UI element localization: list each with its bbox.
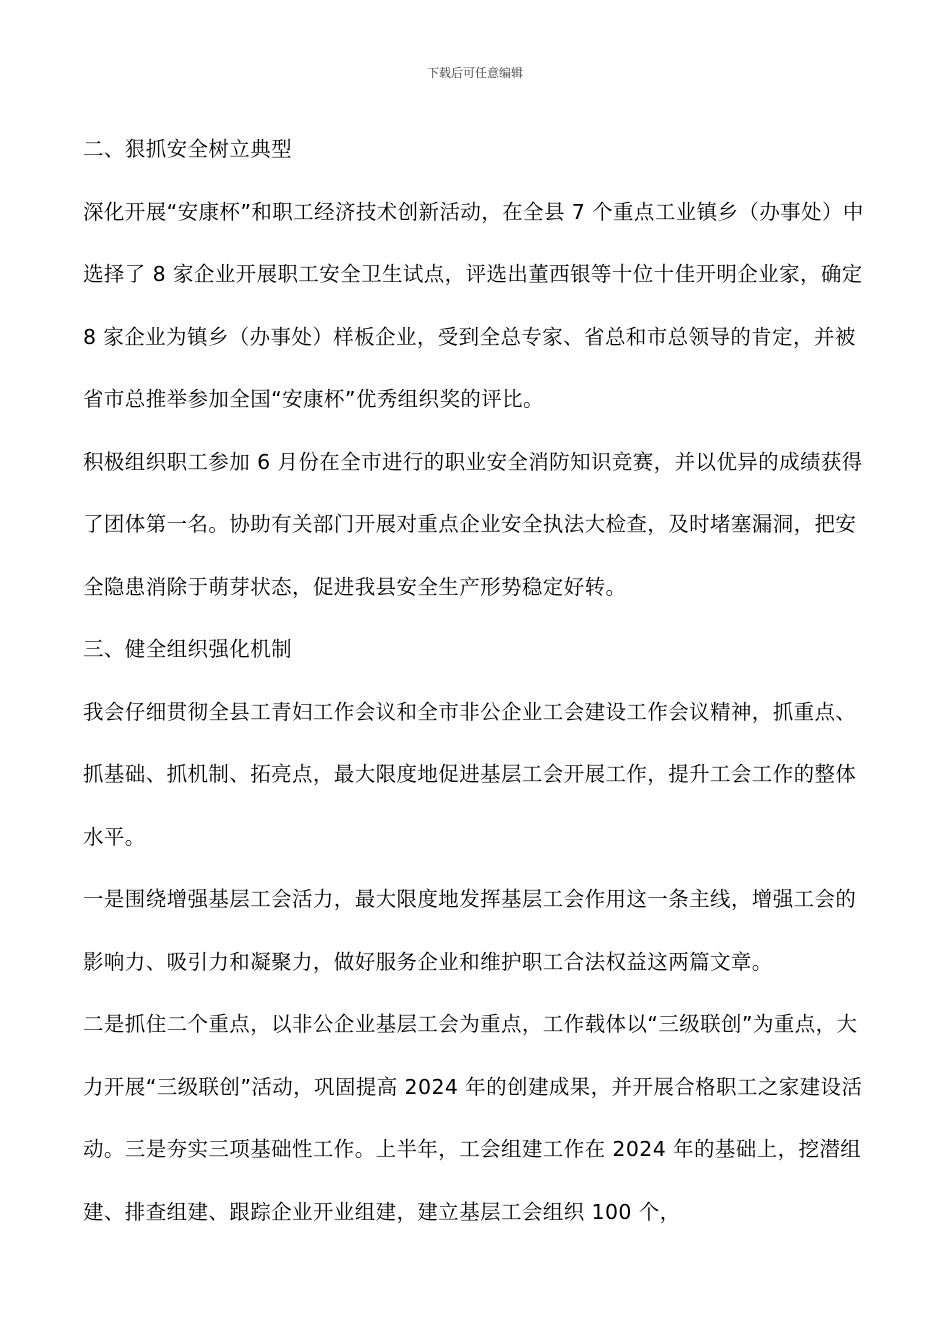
page-header-note: 下载后可任意编辑 <box>426 66 523 80</box>
document-body <box>83 118 873 1243</box>
paragraph-meeting-spirit: 我会仔细贯彻全县工青妇工作会议和全市非公企业工会建设工作会议精神，抓重点、抓基础、抓机制、拓亮点，最大限度地促进基层工会开展工作，提升工会工作的整体水平。 <box>83 699 857 849</box>
paragraph-key-points: 二是抓住二个重点，以非公企业基层工会为重点，工作载体以“三级联创”为重点，大力开展“三级联创”活动，巩固提高 2024 年的创建成果，并开展合格职工之家建设活动。三是夯实三项基础性工作。上半年，工会组建工作在 2024 年的基础上，挖潜组建、排查组建、跟踪企业开业组建，建立基层工会组织 100 个， <box>83 1012 863 1224</box>
section-heading-2: 二、狠抓安全树立典型 <box>83 137 292 161</box>
section-heading-3: 三、健全组织强化机制 <box>83 637 292 661</box>
paragraph-ankang-cup: 深化开展“安康杯”和职工经济技术创新活动，在全县 7 个重点工业镇乡（办事处）中选择了 8 家企业开展职工安全卫生试点，评选出董西银等十位十佳开明企业家，确定 8 家企业为镇乡（办事处）样板企业，受到全总专家、省总和市总领导的肯定，并被省市总推举参加全国“安康杯”优秀组织奖的评比。 <box>83 199 864 411</box>
paragraph-main-line: 一是围绕增强基层工会活力，最大限度地发挥基层工会作用这一条主线，增强工会的影响力、吸引力和凝聚力，做好服务企业和维护职工合法权益这两篇文章。 <box>83 887 857 974</box>
paragraph-safety-contest: 积极组织职工参加 6 月份在全市进行的职业安全消防知识竞赛，并以优异的成绩获得了团体第一名。协助有关部门开展对重点企业安全执法大检查，及时堵塞漏洞，把安全隐患消除于萌芽状态，促进我县安全生产形势稳定好转。 <box>83 449 863 599</box>
